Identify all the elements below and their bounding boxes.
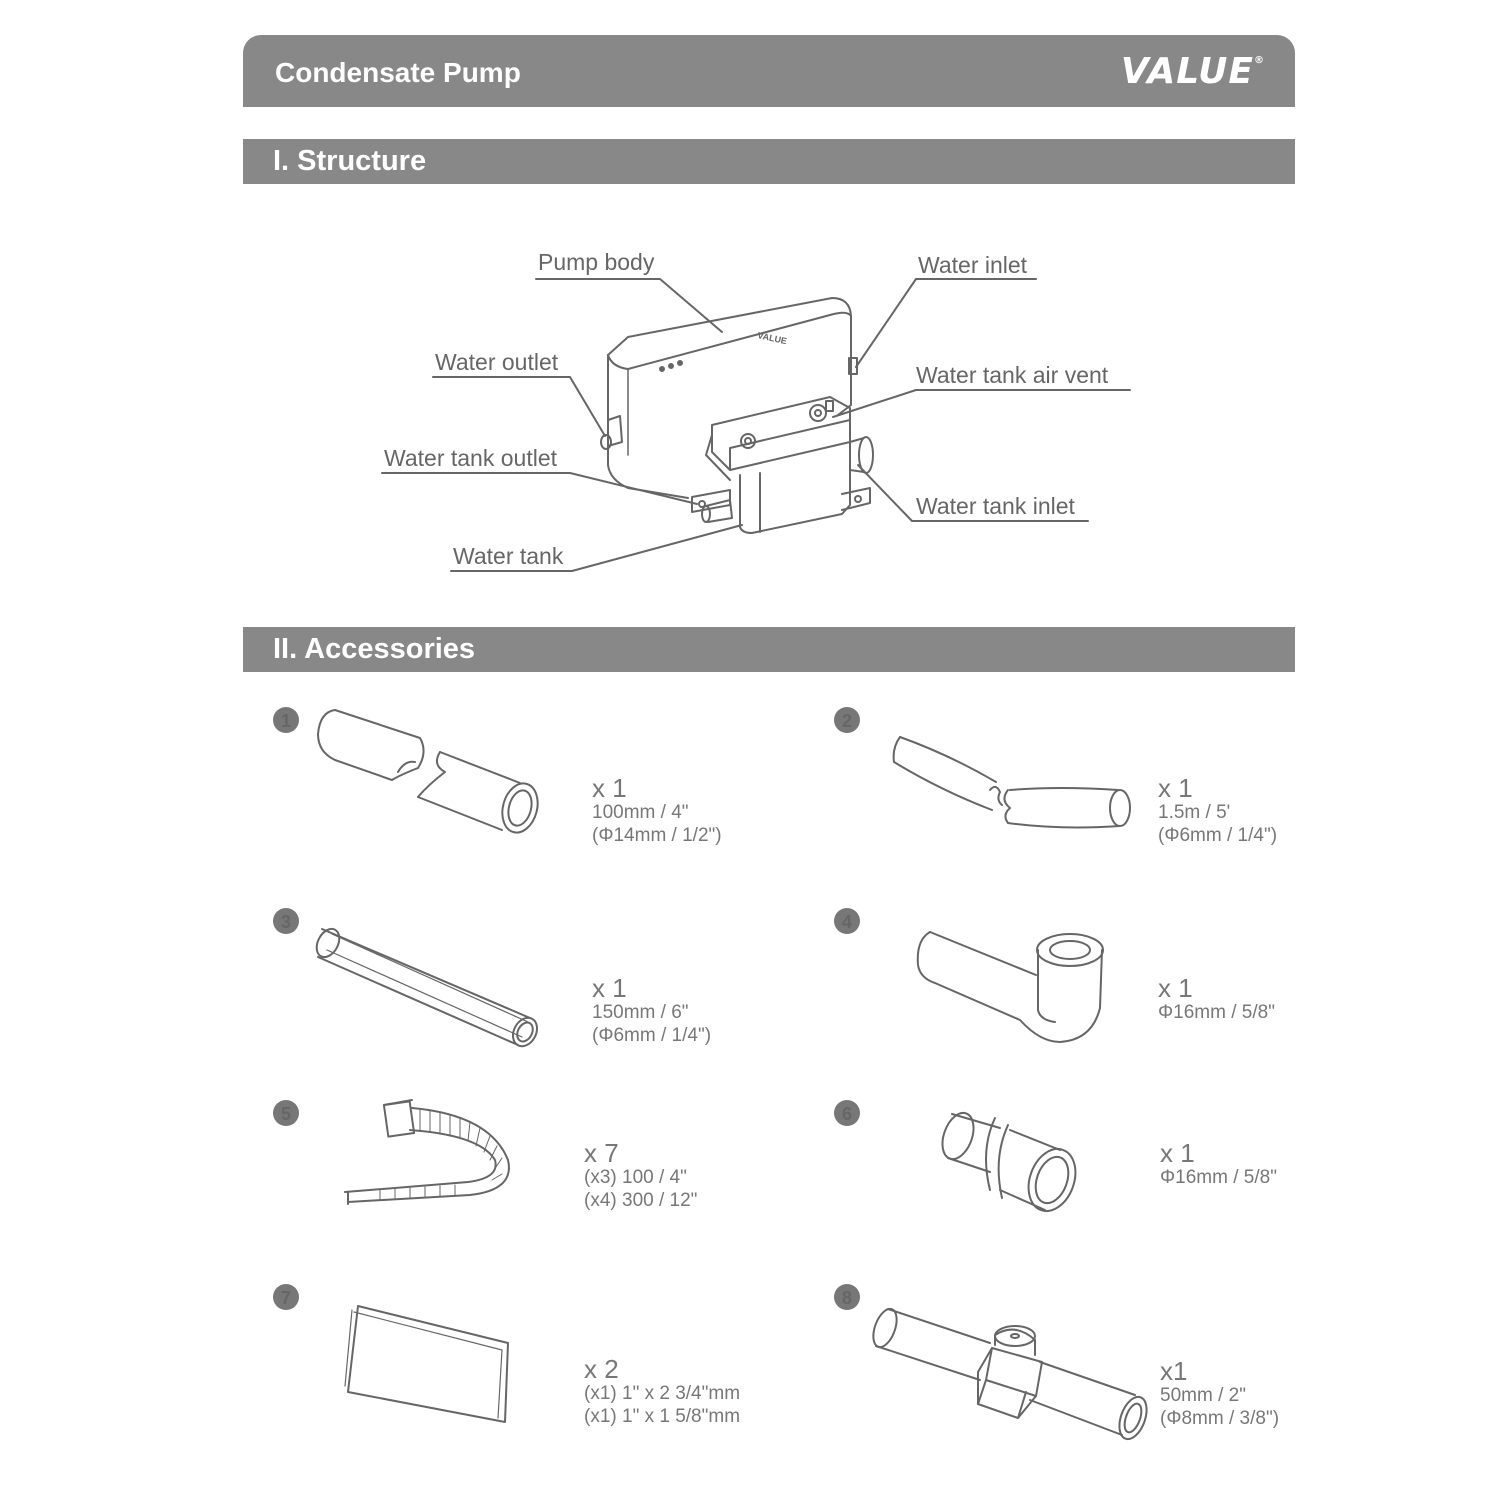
callout-lines <box>382 279 1130 571</box>
accessory-5-line-1: (x3) 100 / 4" <box>584 1167 687 1189</box>
badge-3 <box>273 908 299 934</box>
accessory-1-line-1: 100mm / 4" <box>592 802 689 824</box>
label-pump-body: Pump body <box>538 249 655 275</box>
brand-logo-text: VALUE <box>1120 51 1254 92</box>
accessories-heading: II. Accessories <box>273 633 476 665</box>
accessory-1-qty: x 1 <box>592 773 627 803</box>
accessory-5-qty: x 7 <box>584 1138 619 1168</box>
badge-5 <box>273 1100 299 1126</box>
badge-2 <box>834 707 860 733</box>
pump-logo: VALUE <box>756 330 788 347</box>
badge-4-number: 4 <box>841 912 853 932</box>
accessory-1-line-2: (Φ14mm / 1/2") <box>592 824 722 846</box>
accessory-5-line-2: (x4) 300 / 12" <box>584 1189 698 1211</box>
badge-6-number: 6 <box>841 1104 853 1124</box>
accessory-5-text <box>584 1140 697 1212</box>
accessory-6-qty: x 1 <box>1160 1138 1195 1168</box>
accessory-8-text <box>1160 1358 1279 1430</box>
accessory-4-qty: x 1 <box>1158 973 1193 1003</box>
accessory-3-line-1: 150mm / 6" <box>592 1002 689 1024</box>
badge-1-number: 1 <box>280 711 292 731</box>
label-water-outlet: Water outlet <box>435 349 559 375</box>
accessory-3-qty: x 1 <box>592 973 627 1003</box>
accessory-1-drawing <box>318 710 543 837</box>
badge-5-number: 5 <box>280 1104 292 1124</box>
label-water-tank-air-vent: Water tank air vent <box>916 362 1109 388</box>
badge-4 <box>834 908 860 934</box>
accessory-3-line-2: (Φ6mm / 1/4") <box>592 1024 712 1046</box>
label-water-tank: Water tank <box>453 543 564 569</box>
accessory-2-qty: x 1 <box>1158 773 1193 803</box>
badge-1 <box>273 707 299 733</box>
badge-8 <box>834 1284 860 1310</box>
registered-mark: ® <box>1254 55 1265 66</box>
accessory-2-line-1: 1.5m / 5' <box>1158 802 1231 824</box>
accessory-7-drawing <box>345 1306 508 1422</box>
accessory-6-drawing <box>937 1109 1084 1218</box>
accessory-4-line-1: Φ16mm / 5/8" <box>1158 1002 1275 1024</box>
badge-7 <box>273 1284 299 1310</box>
accessory-6-text <box>1160 1140 1277 1190</box>
accessory-2-line-2: (Φ6mm / 1/4") <box>1158 824 1278 846</box>
pump-diagram <box>601 298 873 533</box>
badge-8-number: 8 <box>841 1288 853 1308</box>
accessory-8-line-2: (Φ8mm / 3/8") <box>1160 1407 1280 1429</box>
accessory-7-line-2: (x1) 1" x 1 5/8"mm <box>584 1405 741 1427</box>
accessory-7-line-1: (x1) 1" x 2 3/4"mm <box>584 1383 741 1405</box>
accessory-4-drawing <box>918 932 1103 1042</box>
accessory-1-text <box>592 775 722 847</box>
accessory-6-line-1: Φ16mm / 5/8" <box>1160 1167 1277 1189</box>
accessory-3-drawing <box>312 925 542 1050</box>
accessory-badges <box>273 707 860 1310</box>
accessory-7-qty: x 2 <box>584 1354 619 1384</box>
accessory-7-text <box>584 1356 740 1428</box>
label-water-tank-outlet: Water tank outlet <box>384 445 558 471</box>
structure-heading: I. Structure <box>273 145 427 177</box>
badge-2-number: 2 <box>841 711 853 731</box>
accessory-3-text <box>592 975 711 1047</box>
accessory-2-text <box>1158 775 1277 847</box>
label-water-tank-inlet: Water tank inlet <box>916 493 1075 519</box>
accessory-8-line-1: 50mm / 2" <box>1160 1385 1246 1407</box>
page-title: Condensate Pump <box>275 57 521 88</box>
accessory-8-qty: x1 <box>1160 1356 1188 1386</box>
accessory-2-drawing <box>894 737 1130 827</box>
accessory-8-drawing <box>869 1306 1152 1443</box>
accessory-4-text <box>1158 975 1275 1025</box>
accessory-5-drawing <box>345 1100 509 1204</box>
badge-7-number: 7 <box>280 1288 292 1308</box>
label-water-inlet: Water inlet <box>918 252 1028 278</box>
badge-6 <box>834 1100 860 1126</box>
badge-3-number: 3 <box>280 912 292 932</box>
